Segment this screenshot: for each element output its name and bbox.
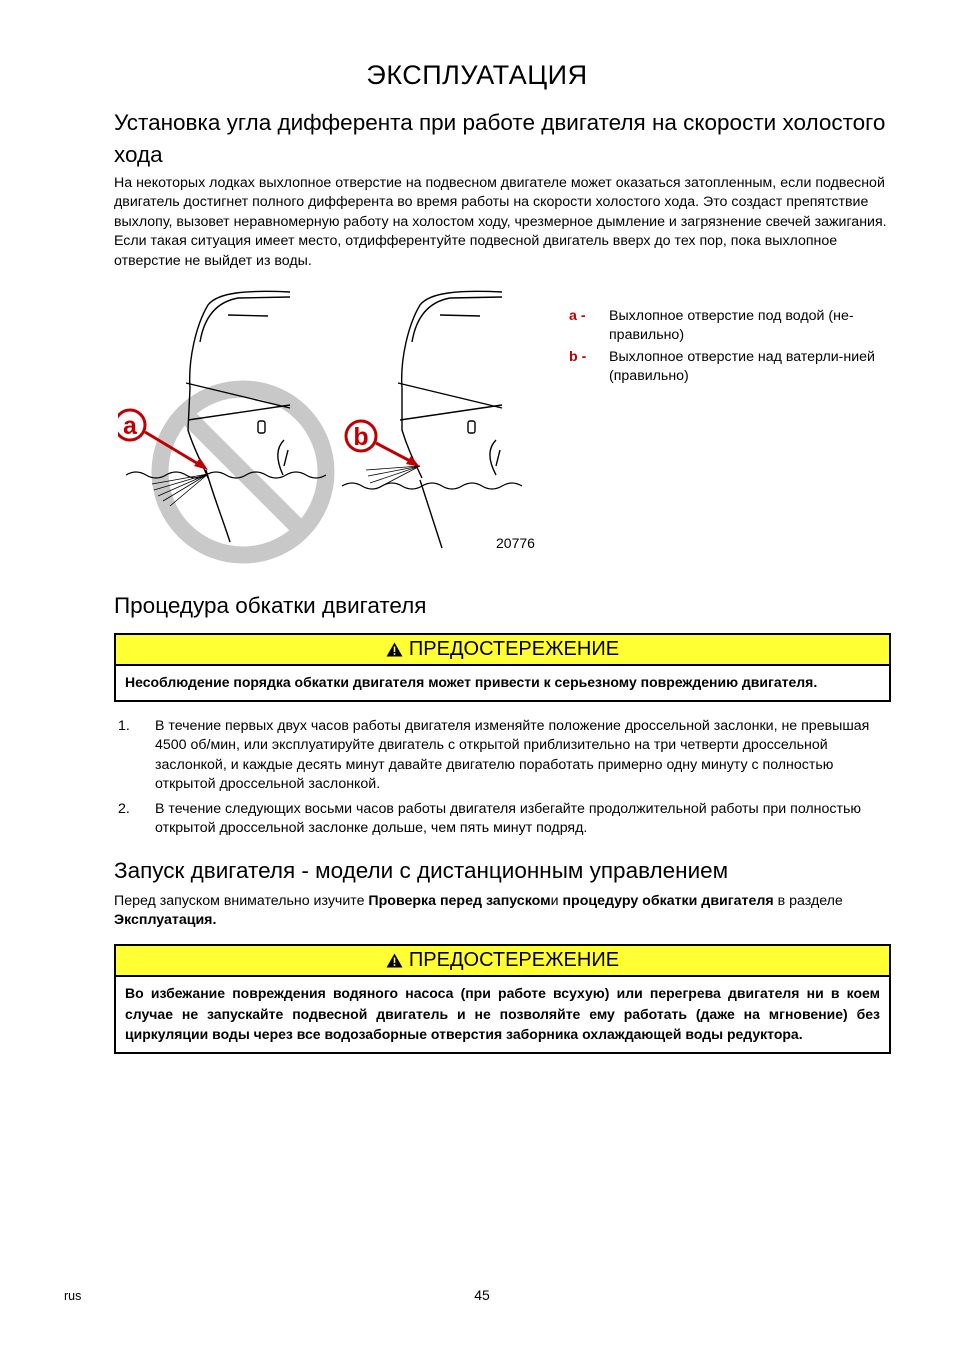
list-item-number: 1. bbox=[118, 718, 130, 734]
cross-reference-link[interactable]: Проверка перед запуском bbox=[368, 893, 551, 909]
warning-header bbox=[116, 946, 889, 977]
warning-text: Несоблюдение порядка обкатки двигателя может привести к серьезному повреждению двигателя. bbox=[125, 674, 818, 690]
exhaust-spray-right-drawing bbox=[366, 466, 420, 489]
legend-text: Выхлопное отверстие над ватерли-нией (правильно) bbox=[609, 349, 875, 385]
section-heading-remote-start: Запуск двигателя - модели с дистанционным управлением bbox=[114, 858, 729, 883]
outboard-engine-right-drawing bbox=[398, 291, 502, 548]
legend-key: a - bbox=[569, 308, 586, 324]
para-text: Перед запуском внимательно изучите bbox=[114, 893, 369, 909]
callout-a-label: a bbox=[123, 412, 137, 440]
page-number: 45 bbox=[474, 1287, 490, 1303]
outboard-exhaust-figure bbox=[118, 280, 538, 570]
para-text: в разделе bbox=[773, 893, 843, 909]
warning-triangle-icon bbox=[386, 642, 403, 657]
legend-item-b bbox=[569, 348, 909, 388]
list-item-text: В течение первых двух часов работы двигателя изменяйте положение дроссельной заслонки, не превышая 4500 об/мин, или эксплуатируйте двигатель с открытой приблизительно на три четверти дроссельной заслонкой, и каждые десять минут давайте двигателю поработать примерно одну минуту с полностью открытой дроссельной заслонкой. bbox=[155, 718, 870, 793]
legend-item-a bbox=[569, 307, 909, 347]
legend-text: Выхлопное отверстие под водой (не-правильно) bbox=[609, 308, 854, 344]
cross-reference-link[interactable]: процедуру обкатки двигателя bbox=[562, 893, 774, 909]
warning-title: ПРЕДОСТЕРЕЖЕНИЕ bbox=[408, 949, 620, 971]
list-item bbox=[114, 717, 894, 797]
water-line-right bbox=[342, 483, 522, 489]
warning-box-water-pump bbox=[114, 944, 891, 1054]
callout-b-label: b bbox=[353, 423, 369, 451]
list-item bbox=[114, 800, 894, 840]
cross-reference-link[interactable]: Эксплуатация. bbox=[114, 912, 217, 929]
prohibition-sign-icon bbox=[160, 389, 326, 555]
legend-key: b - bbox=[569, 349, 587, 365]
warning-text: Во избежание повреждения водяного насоса (при работе всухую) или перегрева двигателя ни в коем случае не запускайте подвесной двигатель и не позволяйте ему работать (даже на мгновение) без циркуляции воды через все водозаборные отверстия заборника охлаждающей воды редуктора. bbox=[125, 985, 880, 1042]
warning-triangle-icon bbox=[386, 953, 403, 968]
footer-language: rus bbox=[64, 1289, 82, 1303]
section-paragraph-remote-start bbox=[114, 892, 894, 931]
list-item-number: 2. bbox=[118, 801, 130, 817]
figure-number: 20776 bbox=[496, 535, 535, 551]
warning-box-break-in bbox=[114, 633, 891, 702]
callout-b-marker bbox=[346, 421, 420, 467]
section-heading-idle-trim: Установка угла дифферента при работе двигателя на скорости холостого хода bbox=[114, 110, 886, 167]
para-text: и bbox=[550, 893, 563, 909]
list-item-text: В течение следующих восьми часов работы двигателя избегайте продолжительной работы при полностью открытой дроссельной заслонке дольше, чем пять минут подряд. bbox=[155, 801, 862, 837]
warning-title: ПРЕДОСТЕРЕЖЕНИЕ bbox=[408, 638, 620, 660]
section-paragraph-idle-trim: На некоторых лодках выхлопное отверстие на подвесном двигателе может оказаться затопленным, если подвесной двигатель достигнет полного дифферента во время работы на скорости холостого хода. Это создаст препятствие выхлопу, вызовет неравномерную работу на холостом ходу, чрезмерное дымление и загрязнение свечей зажигания. Если такая ситуация имеет место, отдифферентуйте подвесной двигатель вверх до тех пор, пока выхлопное отверстие не выйдет из воды. bbox=[114, 175, 887, 269]
section-heading-break-in: Процедура обкатки двигателя bbox=[114, 593, 427, 618]
page-title: ЭКСПЛУАТАЦИЯ bbox=[366, 60, 588, 90]
warning-header bbox=[116, 635, 889, 666]
